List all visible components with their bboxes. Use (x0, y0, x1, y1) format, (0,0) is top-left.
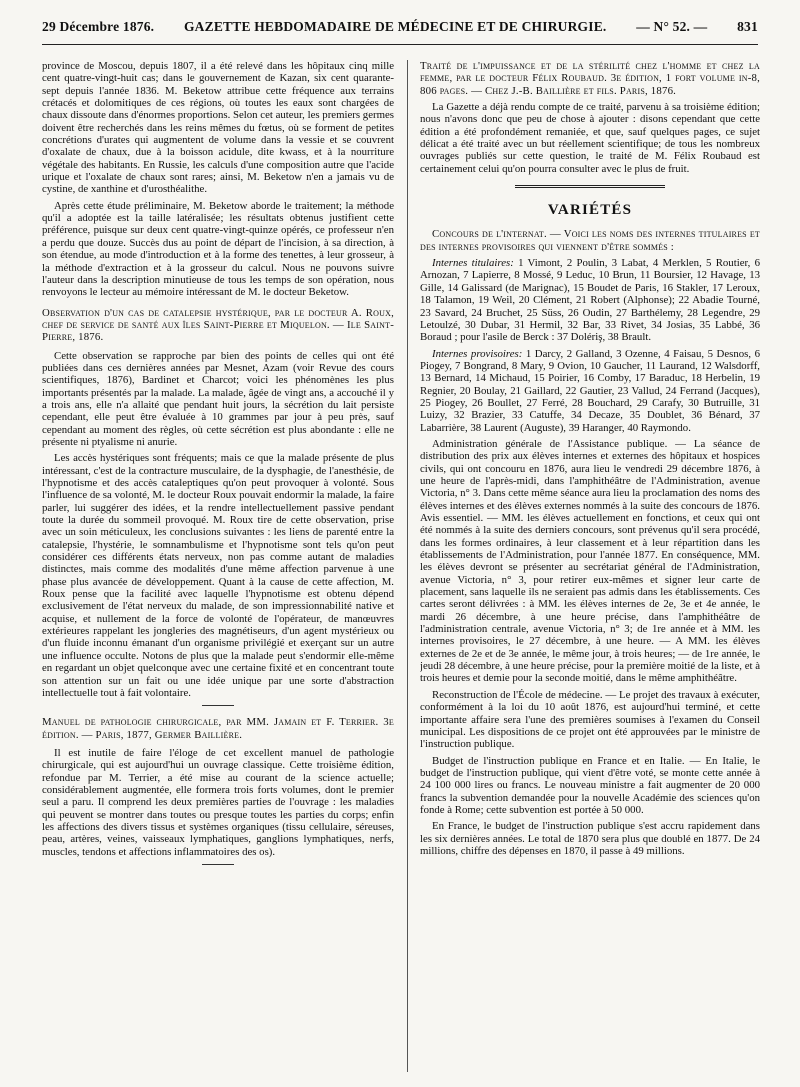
section-divider (202, 864, 234, 865)
budget-notice: Budget de l'instruction publique en France et en Italie. — En Italie, le budget de l'instruction publique, qui vient d'être voté, se monte cette année à 24 100 000 lires ou francs. Le nouveau ministre a fait augmenter de 20 000 francs la subvention demandée pour la nouvelle Académie des sciences qu'on fonde à Rome; cette subvention est portée à 50 000. (420, 754, 760, 816)
assistance-publique-notice: Administration générale de l'Assistance publique. — La séance de distribution des prix aux élèves internes et externes des hôpitaux et hospices civils, qui ont concouru en 1876, aura lieu le vendredi 29 décembre 1876, à une heure de l'après-midi, dans l'amphithéâtre de l'Administration, avenue Victoria, n° 3. Dans cette même séance aura lieu la proclamation des noms des élèves internes et des élèves externes nommés à la suite des concours de 1876. Avis essentiel. — MM. les élèves actuellement en fonctions, et ceux qui ont été nommés à la suite des derniers concours, sont prévenus qu'il sera procédé, dans les formes ordinaires, à leur classement et à leur répartition dans les établissements de l'Administration, pour l'année 1877. En conséquence, MM. les élèves devront se présenter au secrétariat général de l'Administration, avenue Victoria, n° 3, pour retirer eux-mêmes et signer leur carte de placement, sans laquelle ils ne seraient pas admis dans les établissements. Ces cartes seront délivrées : à MM. les élèves internes de 2e, 3e et 4e année, le mardi 26 décembre, à une heure précise, dans l'amphithéâtre de l'administration centrale, avenue Victoria, n° 3; de 1re année et à MM. les internes provisoires, le 27 décembre, à une heure. — A MM. les élèves externes de 2e et de 3e année, le même jour, à trois heures; — de 1re année, le jeudi 28 décembre, à une heure précise, pour la première moitié de la liste, et à trois heures et demie pour la seconde moitié, dans le même amphithéâtre. (420, 437, 760, 685)
left-column (42, 60, 394, 1075)
column-divider (407, 60, 408, 1072)
reconstruction-notice: Reconstruction de l'École de médecine. — Le projet des travaux à exécuter, conformément à la loi du 10 août 1876, est aujourd'hui terminé, et cette importante affaire sera l'une des premières soumises à l'examen du Conseil municipal. Les dispositions de ce projet ont été approuvées par le ministre de l'instruction publique. (420, 688, 760, 751)
traite-review-title: Traité de l'impuissance et de la stérilité chez l'homme et chez la femme, par le docteur Félix Roubaud. 3e édition, 1 fort volume in-8, 806 pages. — Chez J.-B. Baillière et fils. Paris, 1876. (420, 60, 760, 97)
header-issue: — N° 52. — (636, 19, 708, 34)
budget-france-notice: En France, le budget de l'instruction publique s'est accru rapidement dans les six dernières années. Le total de 1870 sera plus que doublé en 1877. De 24 millions, chiffre des dépenses en 1870, il passe à 49 millions. (420, 820, 760, 857)
intro-paragraph: Après cette étude préliminaire, M. Beketow aborde le traitement; la méthode qu'il a adoptée est la taille latéralisée; les résultats obtenus justifient cette préférence, puisque sur deux cent quatre-vingt-quinze opérés, ce professeur n'en a perdu que douze. Succès dus au point de départ de l'incision, à sa direction, à son étendue, au mode d'introduction et à la forme des tenettes, à leur grosseur, à la méthode d'extraction et à la grosseur du calcul. Nous ne pouvons suivre l'auteur dans la description minutieuse de tous les temps de son opération, nous renvoyons le lecteur au mémoire intéressant de M. le docteur Beketow. (42, 199, 394, 299)
page-header (42, 14, 758, 40)
section-divider (515, 185, 665, 188)
right-column (420, 60, 760, 1075)
manuel-review-title: Manuel de pathologie chirurgicale, par MM. Jamain et F. Terrier. 3e édition. — Paris, 1877, Germer Baillière. (42, 716, 394, 741)
catalepsy-review-title: Observation d'un cas de catalepsie hystérique, par le docteur A. Roux, chef de service de santé aux îles Saint-Pierre et Miquelon. — Ile Saint-Pierre, 1876. (42, 306, 394, 344)
catalepsy-paragraph: Cette observation se rapproche par bien des points de celles qui ont été publiées dans ces dernières années par Mesnet, Azam (voir Revue des cours scientifiques, 1876), Bardinet et Charcot; voici les phénomènes les plus importants présentés par la malade. La malade, âgée de vingt ans, a accouché il y a trois ans, elle n'a allaité que pendant huit jours, la sécrétion du lait persiste cependant, elle peut être évaluée à 10 grammes par jour à peu près, sauf cependant au moment des règles, où cette sécrétion est plus abondante : elle ne présente ni ptyalisme ni anurie. (42, 349, 394, 448)
titulaires-label: Internes titulaires: (432, 257, 514, 270)
intro-paragraph: province de Moscou, depuis 1807, il a été relevé dans les hôpitaux cinq mille cent quatre-vingt-huit cas; dans le gouvernement de Kazan, six cent quarante-sept depuis l'année 1836. M. Beketow attribue cette fréquence aux terrains crétacés et dolomitiques de ces régions, où toutes les eaux sont chargées de chaux dissoute dans d'énormes proportions. Selon cet auteur, les premiers germes doivent être recherchés dans les reins mêmes du fœtus, où se forment de petites concrétions d'urates qui augmentent de volume dans la vessie et se couvrent d'oxalate de chaux, due à la boisson acidule, dite kwass, et à la nourriture végétale des habitants. En Russie, les calculs d'une composition autre que l'acide urique et l'oxalate de chaux sont rares; ainsi, M. Beketow n'en a jamais vu de cystine, de xanthine et d'urosthéalithe. (42, 60, 394, 196)
provisoires-list: 1 Darcy, 2 Galland, 3 Ozenne, 4 Faisau, 5 Desnos, 6 Piogey, 7 Bongrand, 8 Mary, 9 Ovion, 10 Gaucher, 11 Laurand, 12 Walsdorff, 13 Bernard, 14 Michaud, 15 Poirier, 16 Comby, 17 Baraduc, 18 Herbelin, 19 Regnier, 20 Boulay, 21 Gaillard, 22 Gautier, 23 Vallud, 24 Ferrand (Jacques), 25 Piogey, 26 Boullet, 27 Ferré, 28 Bouchard, 29 Carafy, 30 Butruille, 31 Luizy, 32 Brazier, 33 Catuffe, 34 Decaze, 35 Doublet, 36 Bénard, 37 Labarrière, 38 Laurent (Auguste), 39 Haranger, 40 Raymondo. (420, 347, 760, 434)
header-date: 29 Décembre 1876. (42, 19, 155, 34)
header-journal-title: GAZETTE HEBDOMADAIRE DE MÉDECINE ET DE CHIRURGIE. (183, 19, 607, 34)
header-divider (42, 44, 758, 45)
catalepsy-paragraph: Les accès hystériques sont fréquents; mais ce que la malade présente de plus intéressant, c'est de la contracture musculaire, de la dysphagie, de l'anesthésie, de l'hypnotisme et des accès cataleptiques qu'on peut provoquer à volonté. Sous l'influence de sa volonté, M. le docteur Roux pouvait endormir la malade, la faire parler, lui suggérer des idées, et la rendre intellectuellement passive pendant toute la durée du sommeil provoqué. M. Roux tire de cette observation, prise avec un soin méticuleux, les conclusions suivantes : les liens de parenté entre la catalepsie, l'hystérie, le somnambulisme et l'hypnotisme sont tels qu'on peut considérer ces différents états nerveux, non pas comme autant de maladies distinctes, mais comme des modalités d'une même affection parvenue à une phase plus avancée de développement. Quant à la cause de cette affection, M. Roux pense que la facilité avec laquelle l'hypnotisme est obtenu dépend exclusivement de l'état nerveux du malade, de son impressionnabilité native et acquise, et nullement de la force de volonté de l'opérateur, de manœuvres extérieures rappelant les jongleries des magnétiseurs, d'un agent mystérieux ou d'un fluide inconnu émanant d'un organisme privilégié et exerçant sur un autre une influence occulte. Notons de plus que la malade peut s'endormir elle-même en regardant un objet quelconque avec une certaine fixité et en concentrant toute son attention sur un fait ou une idée unique par une sorte d'abstraction intellectuelle tout à fait volontaire. (42, 452, 394, 699)
provisoires-label: Internes provisoires: (432, 347, 523, 360)
varietes-heading: VARIÉTÉS (547, 202, 633, 219)
manuel-paragraph: Il est inutile de faire l'éloge de cet excellent manuel de pathologie chirurgicale, qui est aujourd'hui un ouvrage classique. Cette troisième édition, refondue par M. Terrier, a été mise au courant de la science actuelle; considérablement augmentée, elle formera trois forts volumes, dont le premier seul a paru. Il comprend les deux premières parties de l'ouvrage : les maladies qui peuvent se montrer dans toutes ou presque toutes les parties du corps; enfin les affections des divers tissus et systèmes organiques (tissu cellulaire, séreuses, peau, artères, veines, vaisseaux lymphatiques, ganglions lymphatiques, nerfs, muscles, tendons et affections inflammatoires des os). (42, 746, 394, 858)
internes-provisoires (420, 348, 760, 434)
titulaires-list: 1 Vimont, 2 Poulin, 3 Labat, 4 Merklen, 5 Routier, 6 Arnozan, 7 Lapierre, 8 Mossé, 9 Leduc, 10 Brun, 11 Boursier, 12 Havage, 13 Gille, 14 Galissard (de Marignac), 15 Boudet de Paris, 16 Stakler, 17 Leroux, 18 Talamon, 19 Weil, 20 Clément, 21 Robert (Alphonse); 22 Abadie Tourné, 23 Savard, 24 Bruchet, 25 Süss, 26 Oudin, 27 Barthélemy, 28 Legendre, 29 Letoulzé, 30 Dubar, 31 Hermil, 32 Bar, 33 Rivet, 34 Josias, 35 Labbé, 36 Boraud ; pour l'asile de Berck : 37 Dolériş, 38 Brault. (420, 257, 760, 344)
internes-titulaires (420, 257, 760, 343)
section-divider (202, 705, 234, 706)
header-page-number: 831 (737, 19, 758, 34)
concours-intro: Concours de l'internat. — Voici les noms des internes titulaires et des internes provisoires qui viennent d'être sommés : (420, 228, 760, 253)
traite-paragraph: La Gazette a déjà rendu compte de ce traité, parvenu à sa troisième édition; nous n'avons donc que peu de chose à ajouter : disons cependant que cette édition a été profondément remaniée, et que, sauf quelques pages, ce sujet délicat a été traité avec un but réellement scientifique; de tous les nombreux ouvrages publiés sur cette question, le traité de M. Félix Roubaud est certainement celui qu'on pourra consulter avec le plus de fruit. (420, 101, 760, 175)
